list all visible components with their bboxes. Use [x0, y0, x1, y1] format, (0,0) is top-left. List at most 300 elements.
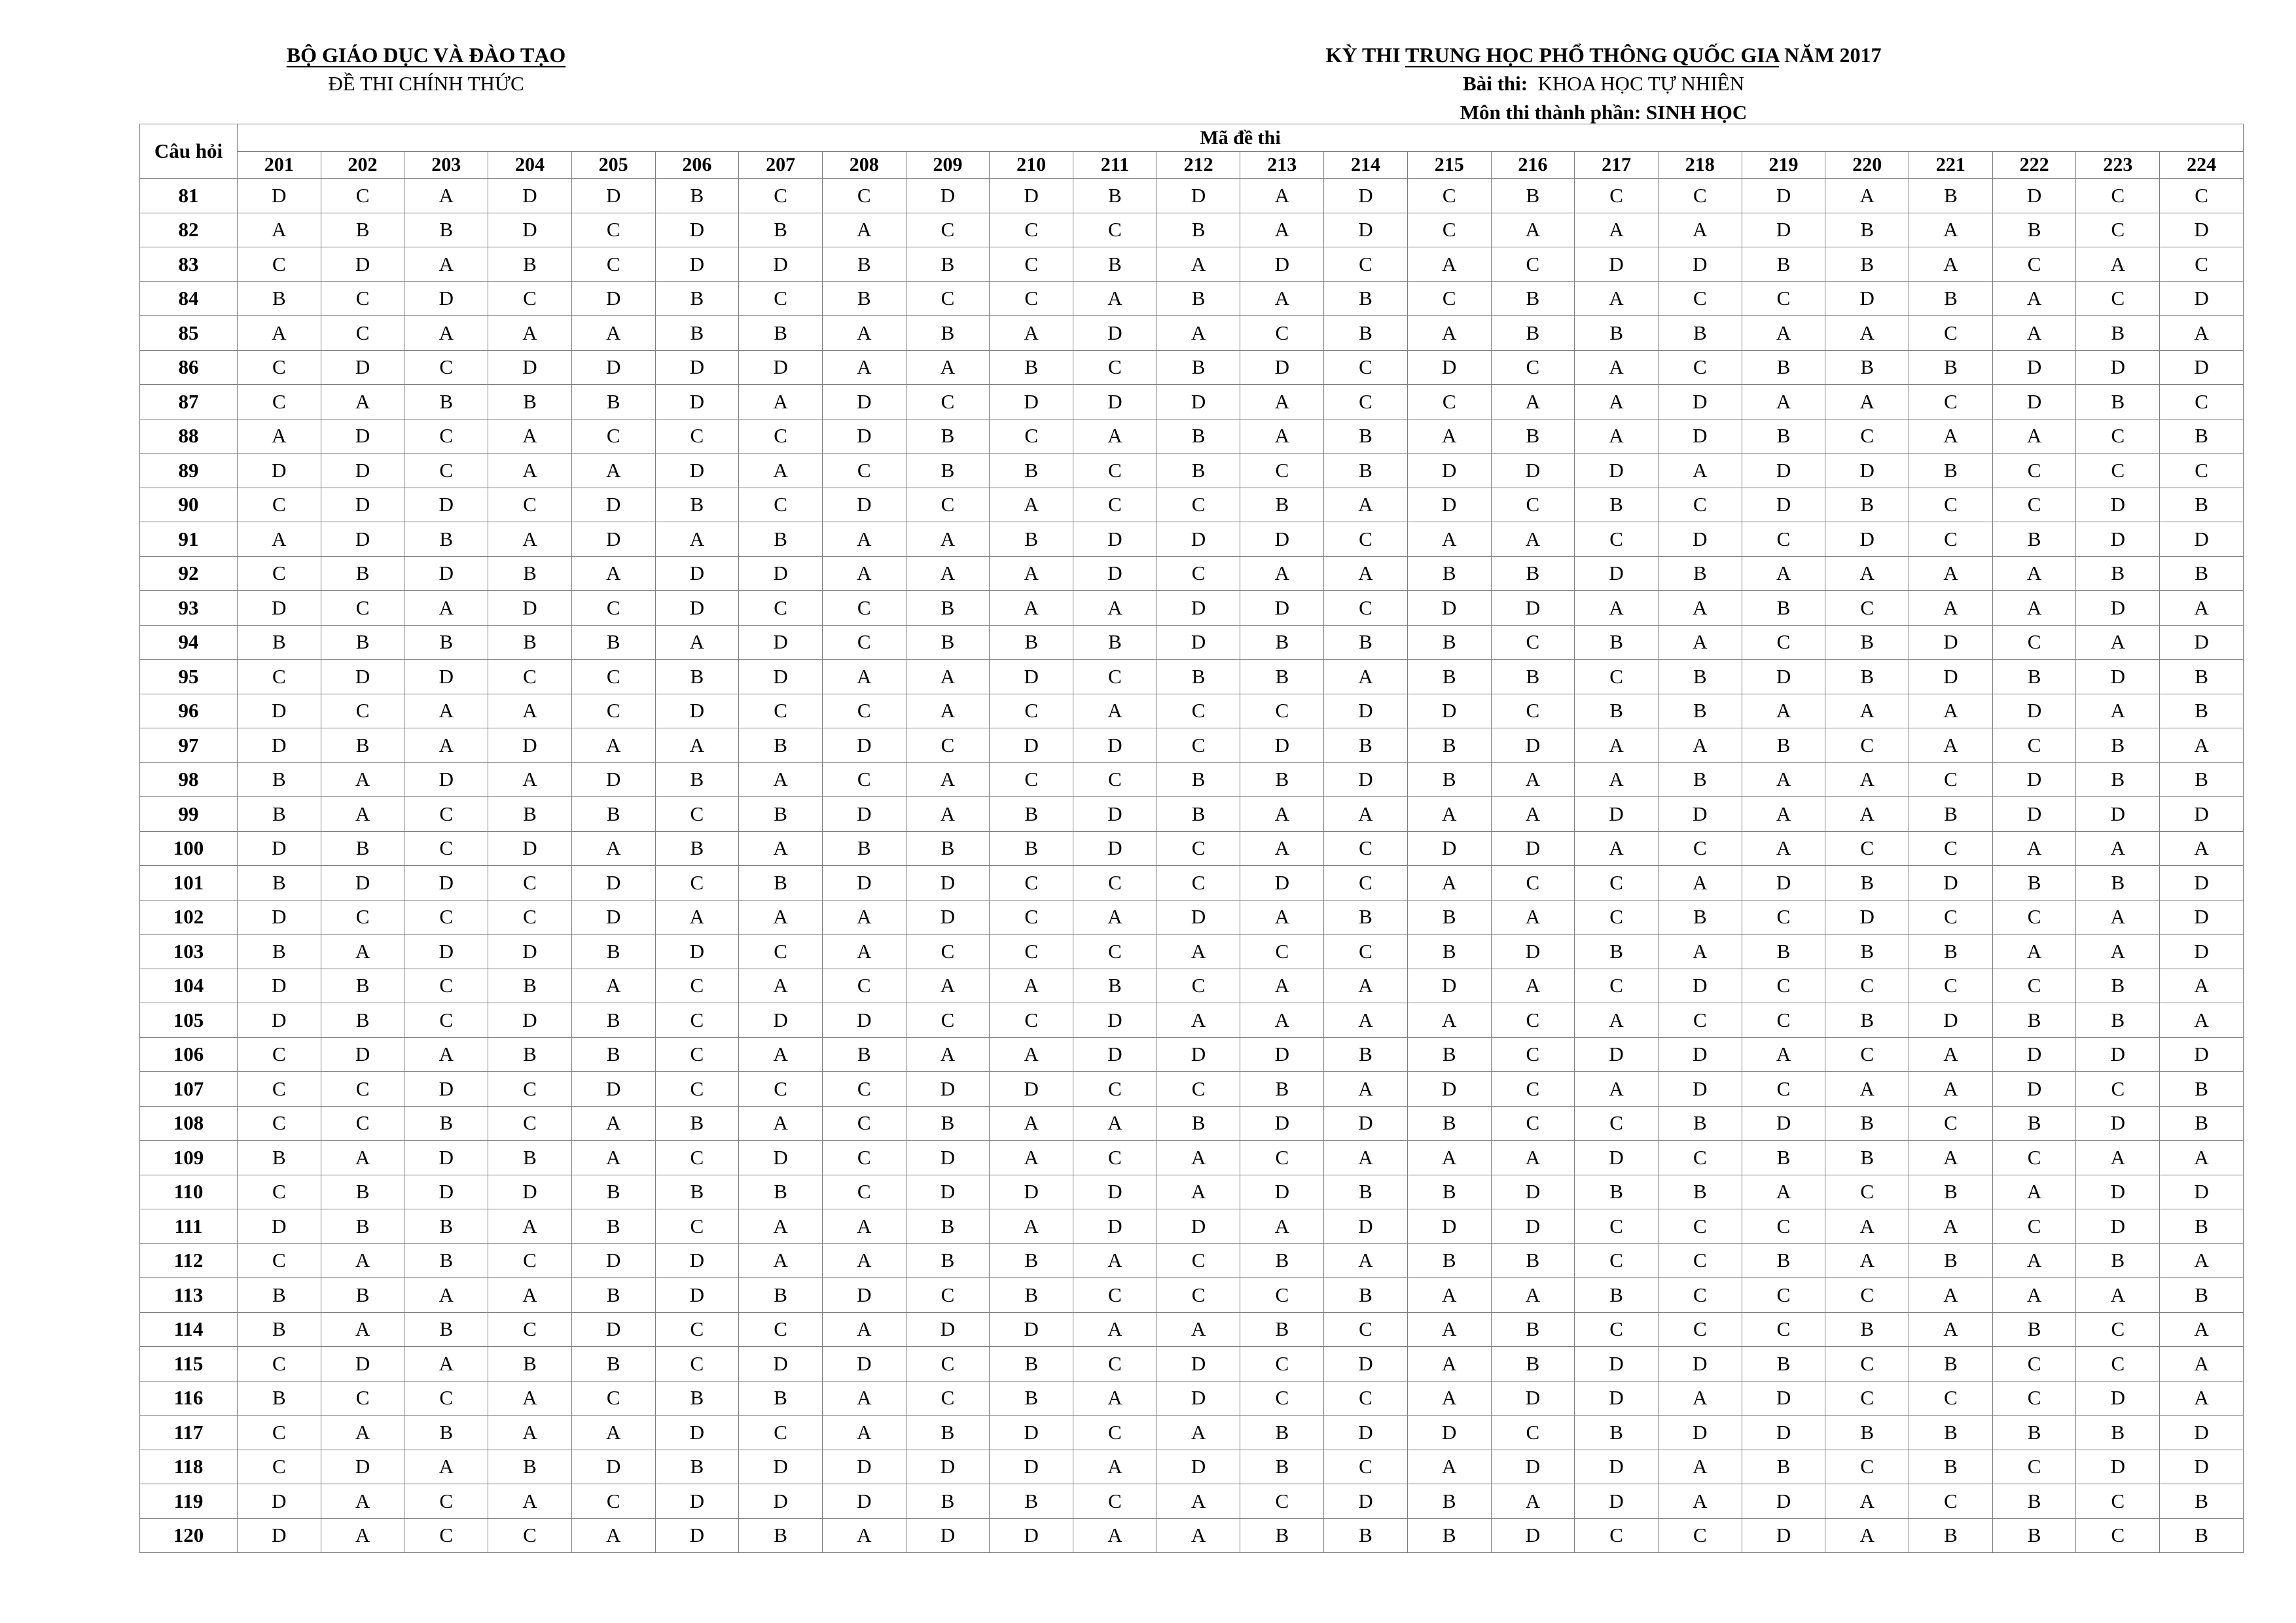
answer-cell: C	[238, 1347, 321, 1382]
answer-cell: A	[1658, 454, 1742, 488]
answer-cell: C	[1157, 1243, 1240, 1278]
answer-cell: D	[571, 522, 655, 557]
answer-cell: D	[990, 1518, 1073, 1553]
answer-cell: B	[1407, 1243, 1491, 1278]
answer-cell: B	[1825, 1106, 1909, 1141]
answer-cell: D	[571, 762, 655, 797]
answer-cell: D	[488, 591, 572, 626]
answer-cell: A	[1909, 247, 1993, 282]
answer-cell: D	[571, 350, 655, 385]
answer-cell: A	[1742, 1175, 1825, 1209]
answer-cell: B	[1825, 660, 1909, 694]
answer-cell: D	[990, 1450, 1073, 1484]
answer-cell: C	[1575, 522, 1659, 557]
answer-cell: D	[1742, 1518, 1825, 1553]
answer-cell: A	[1324, 1003, 1408, 1038]
answer-cell: C	[1240, 1141, 1324, 1175]
table-row	[140, 1484, 2244, 1519]
answer-cell: B	[655, 1106, 739, 1141]
answer-cell: C	[655, 797, 739, 832]
question-number: 96	[140, 694, 238, 728]
answer-cell: B	[1157, 1106, 1240, 1141]
answer-cell: A	[1658, 866, 1742, 901]
answer-cell: B	[1742, 591, 1825, 626]
answer-cell: D	[488, 213, 572, 247]
answer-cell: A	[655, 625, 739, 660]
question-number: 106	[140, 1037, 238, 1072]
answer-cell: B	[739, 797, 823, 832]
answer-cell: C	[906, 385, 990, 419]
answer-cell: D	[1909, 866, 1993, 901]
answer-cell: D	[1073, 728, 1157, 763]
answer-cell: B	[321, 1209, 404, 1244]
table-row	[140, 1003, 2244, 1038]
answer-cell: C	[1992, 1209, 2076, 1244]
answer-cell: D	[906, 1072, 990, 1107]
answer-cell: D	[2076, 1106, 2160, 1141]
answer-cell: B	[1992, 1106, 2076, 1141]
answer-cell: B	[2160, 762, 2244, 797]
answer-cell: D	[906, 1518, 990, 1553]
answer-cell: B	[1825, 866, 1909, 901]
answer-cell: D	[1073, 1003, 1157, 1038]
answer-cell: A	[1742, 385, 1825, 419]
answer-cell: A	[906, 762, 990, 797]
answer-cell: A	[2076, 694, 2160, 728]
answer-cell: D	[404, 660, 488, 694]
answer-cell: C	[655, 1312, 739, 1347]
answer-cell: D	[1491, 831, 1575, 866]
question-number: 116	[140, 1381, 238, 1416]
answer-cell: D	[655, 556, 739, 591]
answer-cell: C	[990, 694, 1073, 728]
answer-cell: D	[1909, 660, 1993, 694]
answer-cell: B	[1491, 1243, 1575, 1278]
answer-cell: A	[990, 316, 1073, 351]
answer-cell: A	[1825, 1243, 1909, 1278]
question-number: 102	[140, 900, 238, 935]
answer-cell: A	[1407, 1347, 1491, 1382]
question-number: 100	[140, 831, 238, 866]
answer-cell: C	[1992, 625, 2076, 660]
ministry-name: BỘ GIÁO DỤC VÀ ĐÀO TẠO	[286, 43, 566, 67]
answer-cell: B	[1073, 179, 1157, 213]
answer-cell: B	[2160, 419, 2244, 454]
header-row-top	[140, 124, 2244, 152]
table-row	[140, 1175, 2244, 1209]
answer-cell: C	[906, 1347, 990, 1382]
answer-cell: B	[1575, 1416, 1659, 1450]
answer-cell: C	[1491, 1003, 1575, 1038]
answer-cell: C	[1575, 1518, 1659, 1553]
answer-cell: B	[1157, 419, 1240, 454]
answer-cell: B	[990, 522, 1073, 557]
answer-cell: A	[1240, 969, 1324, 1003]
answer-cell: D	[655, 1416, 739, 1450]
answer-cell: A	[739, 762, 823, 797]
question-number: 105	[140, 1003, 238, 1038]
answer-cell: C	[906, 281, 990, 316]
exam-title	[1270, 41, 1937, 69]
answer-cell: A	[1658, 1381, 1742, 1416]
answer-cell: A	[1909, 1209, 1993, 1244]
answer-cell: C	[1825, 831, 1909, 866]
answer-cell: D	[822, 385, 906, 419]
answer-cell: C	[1742, 1312, 1825, 1347]
answer-cell: D	[906, 866, 990, 901]
answer-cell: C	[1157, 969, 1240, 1003]
answer-cell: C	[321, 900, 404, 935]
answer-cell: B	[1992, 1518, 2076, 1553]
answer-cell: B	[1240, 1072, 1324, 1107]
answer-cell: B	[739, 316, 823, 351]
answer-cell: B	[238, 281, 321, 316]
question-number: 85	[140, 316, 238, 351]
answer-cell: C	[990, 900, 1073, 935]
answer-cell: D	[1324, 1484, 1408, 1519]
answer-cell: B	[404, 1106, 488, 1141]
answer-cell: A	[739, 900, 823, 935]
answer-cell: D	[906, 179, 990, 213]
answer-cell: D	[238, 454, 321, 488]
answer-cell: A	[1407, 522, 1491, 557]
answer-cell: D	[404, 1141, 488, 1175]
answer-cell: D	[1992, 179, 2076, 213]
answer-cell: D	[1240, 522, 1324, 557]
question-number: 99	[140, 797, 238, 832]
answer-cell: C	[2160, 247, 2244, 282]
answer-cell: A	[1240, 179, 1324, 213]
answer-cell: D	[739, 247, 823, 282]
answer-cell: C	[990, 762, 1073, 797]
answer-cell: D	[1825, 522, 1909, 557]
answer-cell: D	[238, 728, 321, 763]
exam-code-header-cell: 217	[1575, 152, 1659, 179]
answer-cell: C	[404, 1003, 488, 1038]
answer-cell: D	[1324, 762, 1408, 797]
answer-cell: A	[1575, 281, 1659, 316]
answer-cell: C	[1575, 866, 1659, 901]
answer-cell: A	[1491, 1278, 1575, 1313]
answer-cell: C	[1825, 1381, 1909, 1416]
answer-cell: D	[1658, 247, 1742, 282]
answer-cell: C	[1742, 1209, 1825, 1244]
answer-cell: C	[1407, 385, 1491, 419]
answer-cell: D	[1575, 1037, 1659, 1072]
answer-cell: C	[822, 694, 906, 728]
answer-cell: C	[1324, 1450, 1408, 1484]
answer-cell: B	[1909, 1518, 1993, 1553]
answer-cell: C	[238, 488, 321, 522]
answer-cell: D	[822, 488, 906, 522]
answer-cell: A	[1575, 350, 1659, 385]
answer-cell: A	[1825, 1209, 1909, 1244]
table-row	[140, 1278, 2244, 1313]
answer-cell: D	[1073, 556, 1157, 591]
answer-cell: B	[1909, 1416, 1993, 1450]
answer-cell: B	[1575, 935, 1659, 969]
answer-cell: B	[1992, 1416, 2076, 1450]
question-number: 92	[140, 556, 238, 591]
answer-cell: A	[2160, 1381, 2244, 1416]
table-row	[140, 728, 2244, 763]
answer-cell: C	[739, 419, 823, 454]
answer-cell: A	[1073, 1106, 1157, 1141]
answer-cell: B	[655, 831, 739, 866]
exam-code-header-cell: 213	[1240, 152, 1324, 179]
answer-cell: D	[2076, 797, 2160, 832]
answer-cell: D	[2076, 1450, 2160, 1484]
exam-code-header-cell: 209	[906, 152, 990, 179]
answer-cell: C	[1491, 350, 1575, 385]
answer-cell: D	[1157, 1037, 1240, 1072]
answer-cell: D	[404, 281, 488, 316]
answer-cell: D	[990, 1072, 1073, 1107]
answer-cell: D	[238, 900, 321, 935]
answer-cell: D	[739, 1484, 823, 1519]
answer-cell: D	[2160, 1175, 2244, 1209]
answer-cell: A	[1575, 213, 1659, 247]
answer-cell: B	[906, 1106, 990, 1141]
answer-cell: A	[2076, 247, 2160, 282]
answer-cell: A	[822, 1312, 906, 1347]
answer-cell: D	[1491, 591, 1575, 626]
answer-cell: D	[321, 866, 404, 901]
answer-cell: B	[404, 1243, 488, 1278]
answer-cell: A	[1324, 969, 1408, 1003]
answer-cell: D	[655, 213, 739, 247]
answer-cell: C	[1491, 1037, 1575, 1072]
answer-cell: D	[321, 522, 404, 557]
answer-cell: B	[1157, 281, 1240, 316]
question-number: 120	[140, 1518, 238, 1553]
answer-cell: A	[1073, 694, 1157, 728]
answer-cell: C	[1742, 281, 1825, 316]
answer-cell: C	[238, 1450, 321, 1484]
answer-cell: B	[906, 625, 990, 660]
answer-cell: C	[1157, 866, 1240, 901]
answer-cell: A	[321, 1243, 404, 1278]
answer-cell: A	[1407, 866, 1491, 901]
answer-cell: C	[822, 969, 906, 1003]
answer-cell: A	[488, 1209, 572, 1244]
table-row	[140, 1312, 2244, 1347]
answer-cell: C	[1324, 1381, 1408, 1416]
answer-cell: C	[2076, 419, 2160, 454]
answer-cell: B	[1909, 179, 1993, 213]
answer-cell: B	[1407, 935, 1491, 969]
answer-cell: C	[739, 1312, 823, 1347]
table-row	[140, 1347, 2244, 1382]
answer-cell: C	[488, 1312, 572, 1347]
answer-cell: C	[321, 694, 404, 728]
answer-cell: C	[404, 797, 488, 832]
answer-cell: A	[1909, 694, 1993, 728]
answer-cell: C	[1742, 1003, 1825, 1038]
answer-cell: A	[1407, 1278, 1491, 1313]
answer-cell: B	[2160, 1072, 2244, 1107]
answer-cell: D	[655, 247, 739, 282]
answer-cell: C	[739, 694, 823, 728]
answer-cell: B	[571, 625, 655, 660]
answer-cell: C	[2160, 179, 2244, 213]
answer-cell: D	[822, 866, 906, 901]
answer-cell: B	[1575, 694, 1659, 728]
answer-cell: B	[1240, 1518, 1324, 1553]
answer-cell: D	[1992, 1072, 2076, 1107]
answer-cell: D	[571, 866, 655, 901]
answer-cell: B	[1742, 935, 1825, 969]
answer-cell: B	[1324, 728, 1408, 763]
answer-cell: C	[1825, 1347, 1909, 1382]
answer-cell: C	[1073, 762, 1157, 797]
answer-cell: D	[238, 1518, 321, 1553]
answer-cell: C	[1575, 660, 1659, 694]
answer-cell: A	[822, 1381, 906, 1416]
answer-cell: A	[1073, 281, 1157, 316]
answer-cell: C	[571, 1381, 655, 1416]
exam-component: Môn thi thành phần: SINH HỌC	[1460, 101, 1748, 124]
answer-cell: A	[1992, 831, 2076, 866]
question-number: 90	[140, 488, 238, 522]
answer-cell: A	[238, 316, 321, 351]
answer-cell: C	[1992, 454, 2076, 488]
answer-cell: C	[571, 247, 655, 282]
answer-cell: A	[1073, 591, 1157, 626]
answer-cell: A	[1157, 1416, 1240, 1450]
answer-cell: B	[1742, 247, 1825, 282]
answer-cell: C	[822, 179, 906, 213]
answer-cell: D	[1157, 1209, 1240, 1244]
answer-cell: B	[1157, 660, 1240, 694]
answer-cell: B	[739, 1518, 823, 1553]
answer-cell: A	[1575, 762, 1659, 797]
answer-cell: C	[1240, 1278, 1324, 1313]
answer-cell: C	[1073, 488, 1157, 522]
question-number: 87	[140, 385, 238, 419]
answer-cell: C	[655, 419, 739, 454]
answer-cell: D	[1742, 1416, 1825, 1450]
answer-cell: A	[1575, 831, 1659, 866]
table-row	[140, 762, 2244, 797]
answer-cell: C	[1909, 488, 1993, 522]
answer-cell: A	[739, 1209, 823, 1244]
answer-cell: A	[1073, 1243, 1157, 1278]
answer-cell: B	[571, 935, 655, 969]
question-number: 112	[140, 1243, 238, 1278]
answer-cell: D	[2076, 522, 2160, 557]
answer-cell: B	[238, 625, 321, 660]
answer-cell: C	[321, 316, 404, 351]
answer-cell: D	[990, 660, 1073, 694]
answer-cell: B	[1909, 281, 1993, 316]
answer-cell: B	[1157, 797, 1240, 832]
answer-cell: B	[404, 385, 488, 419]
answer-cell: A	[739, 385, 823, 419]
answer-cell: D	[1491, 1209, 1575, 1244]
answer-cell: D	[2076, 1037, 2160, 1072]
answer-cell: B	[321, 556, 404, 591]
answer-cell: D	[2076, 1381, 2160, 1416]
answer-cell: A	[571, 1106, 655, 1141]
answer-cell: C	[321, 281, 404, 316]
answer-cell: D	[1742, 660, 1825, 694]
answer-cell: C	[1157, 556, 1240, 591]
question-number: 104	[140, 969, 238, 1003]
answer-cell: C	[739, 179, 823, 213]
answer-cell: A	[488, 1381, 572, 1416]
answer-cell: C	[906, 935, 990, 969]
answer-cell: C	[822, 591, 906, 626]
answer-cell: A	[1491, 969, 1575, 1003]
answer-cell: C	[238, 556, 321, 591]
answer-cell: B	[906, 591, 990, 626]
exam-code-header: Mã đề thi	[238, 124, 2244, 152]
answer-cell: B	[238, 866, 321, 901]
answer-cell: D	[2160, 625, 2244, 660]
answer-cell: B	[1825, 1312, 1909, 1347]
answer-cell: A	[1240, 1209, 1324, 1244]
answer-cell: A	[488, 454, 572, 488]
table-row	[140, 454, 2244, 488]
answer-cell: D	[1324, 179, 1408, 213]
answer-cell: A	[822, 1243, 906, 1278]
answer-cell: A	[1073, 1518, 1157, 1553]
answer-cell: B	[488, 247, 572, 282]
answer-cell: A	[1992, 1278, 2076, 1313]
answer-cell: D	[1491, 454, 1575, 488]
answer-cell: A	[822, 935, 906, 969]
official-exam-label: ĐỀ THI CHÍNH THỨC	[328, 72, 524, 95]
answer-cell: B	[1073, 247, 1157, 282]
answer-cell: B	[906, 454, 990, 488]
answer-cell: C	[990, 866, 1073, 901]
answer-cell: C	[1658, 350, 1742, 385]
answer-cell: C	[1575, 900, 1659, 935]
answer-cell: A	[2076, 1278, 2160, 1313]
table-row	[140, 179, 2244, 213]
answer-cell: C	[488, 866, 572, 901]
answer-cell: A	[1742, 316, 1825, 351]
answer-cell: A	[488, 522, 572, 557]
answer-cell: C	[2076, 281, 2160, 316]
answer-cell: C	[1992, 969, 2076, 1003]
answer-cell: D	[1073, 1209, 1157, 1244]
answer-cell: D	[739, 1141, 823, 1175]
answer-cell: C	[739, 1416, 823, 1450]
answer-cell: D	[488, 935, 572, 969]
answer-cell: D	[2076, 660, 2160, 694]
answer-cell: A	[990, 1106, 1073, 1141]
answer-cell: A	[739, 1243, 823, 1278]
answer-cell: D	[2076, 488, 2160, 522]
answer-cell: D	[1658, 1416, 1742, 1450]
answer-cell: B	[571, 385, 655, 419]
answer-cell: B	[906, 1484, 990, 1519]
answer-cell: D	[571, 1450, 655, 1484]
answer-cell: C	[1909, 1106, 1993, 1141]
answer-cell: B	[1658, 1175, 1742, 1209]
answer-cell: C	[906, 213, 990, 247]
answer-cell: A	[906, 797, 990, 832]
answer-cell: A	[1324, 488, 1408, 522]
answer-cell: A	[2076, 831, 2160, 866]
answer-cell: A	[1491, 385, 1575, 419]
question-number: 83	[140, 247, 238, 282]
question-number: 113	[140, 1278, 238, 1313]
answer-cell: C	[1240, 935, 1324, 969]
exam-code-header-cell: 224	[2160, 152, 2244, 179]
